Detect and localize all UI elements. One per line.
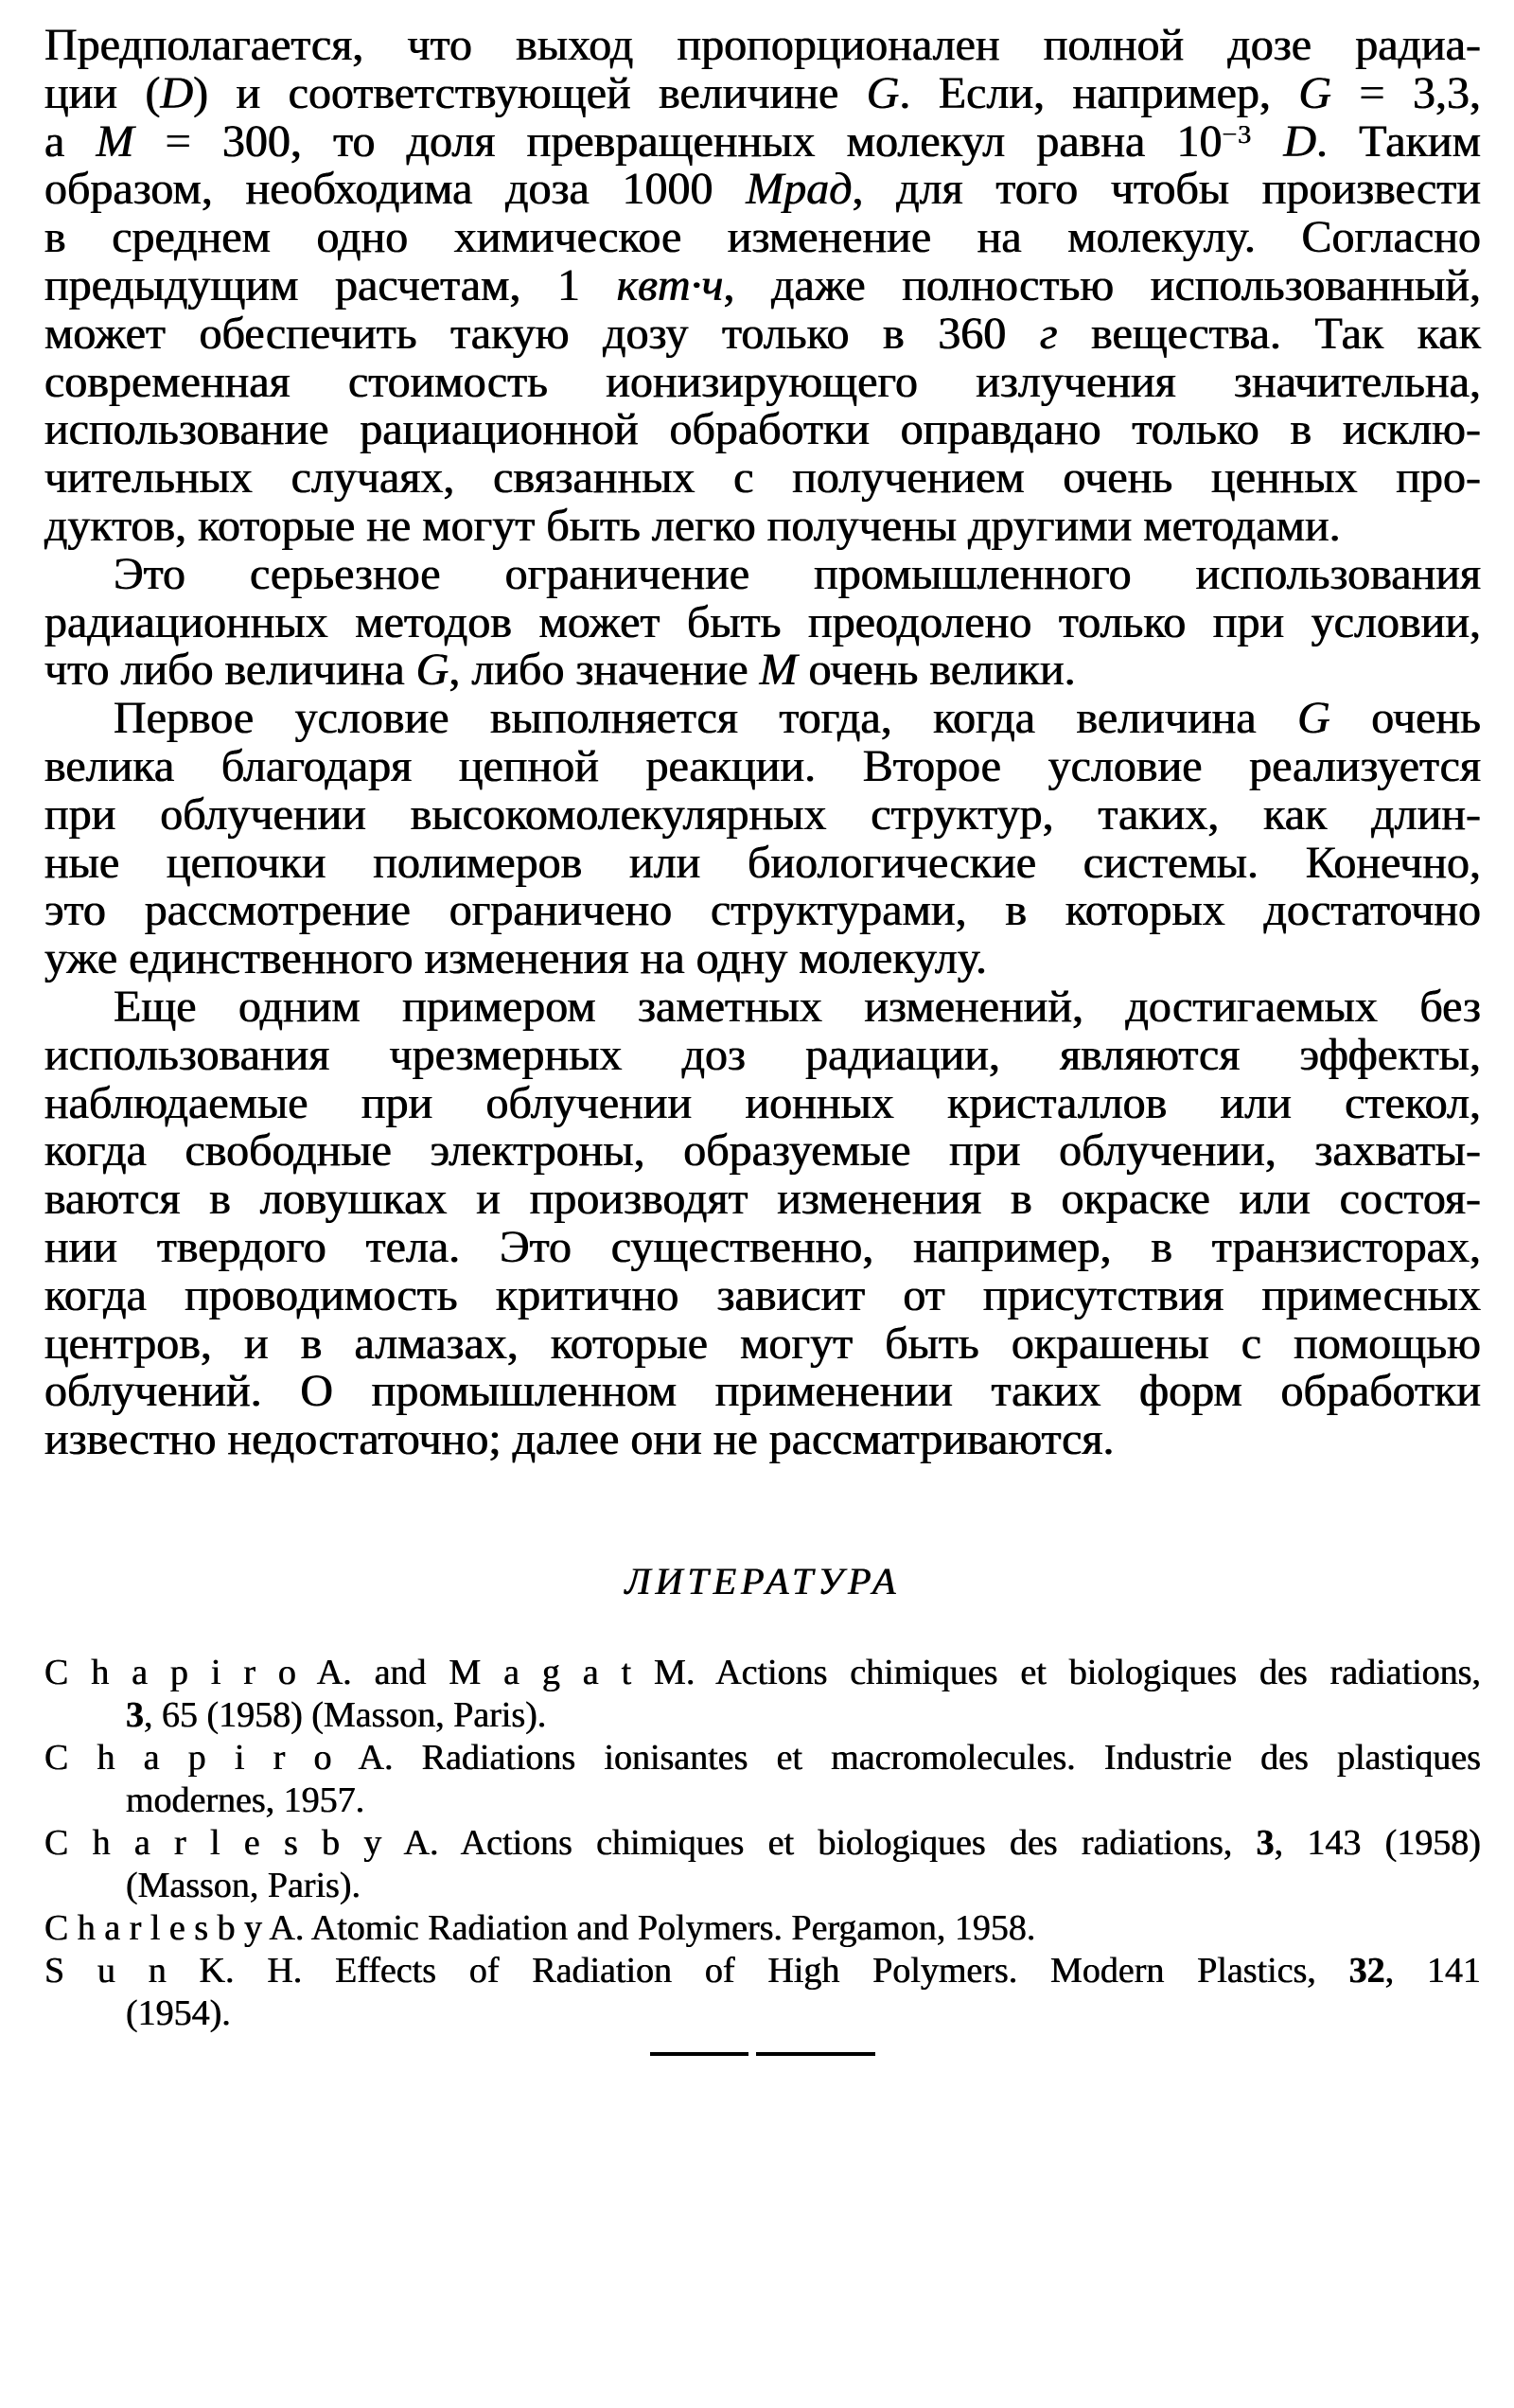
text-line: Еще одним примером заметных изменений, достигаемых без bbox=[114, 981, 1481, 1032]
text-line: когда проводимость критично зависит от присутствия примесных bbox=[44, 1269, 1481, 1320]
bibliography-line: 3, 65 (1958) (Masson, Paris). bbox=[126, 1694, 547, 1735]
paragraph bbox=[44, 22, 1481, 551]
text-line: ции (D) и соответствующей величине G. Если, например, G = 3,3, bbox=[44, 67, 1481, 118]
bibliography-line: C h a r l e s b y A. Actions chimiques et biologiques des radiations, 3, 143 (1958) bbox=[44, 1822, 1481, 1863]
text-line: использование рациационной обработки оправдано только в исклю- bbox=[44, 404, 1481, 455]
bibliography-entry bbox=[44, 1652, 1481, 1737]
paragraph bbox=[44, 695, 1481, 983]
text-line: Это серьезное ограничение промышленного использования bbox=[114, 548, 1481, 599]
text-line: радиационных методов может быть преодолено только при условии, bbox=[44, 596, 1481, 647]
bibliography-line: modernes, 1957. bbox=[126, 1779, 365, 1820]
literature-heading: ЛИТЕРАТУРА bbox=[625, 1559, 901, 1602]
bibliography-line: S u n K. H. Effects of Radiation of High Polymers. Modern Plastics, 32, 141 bbox=[44, 1950, 1481, 1991]
bibliography-entry bbox=[44, 1907, 1481, 1950]
text-line: велика благодаря цепной реакции. Второе условие реализуется bbox=[44, 740, 1481, 791]
bibliography-entry bbox=[44, 1822, 1481, 1907]
text-line: предыдущим расчетам, 1 квт·ч, даже полностью использованный, bbox=[44, 259, 1481, 310]
bibliography bbox=[44, 1652, 1481, 2035]
bibliography-line: (Masson, Paris). bbox=[126, 1865, 361, 1905]
text-line: нии твердого тела. Это существенно, например, в транзисторах, bbox=[44, 1221, 1481, 1272]
text-line: что либо величина G, либо значение М очень велики. bbox=[44, 645, 1076, 696]
text-line: при облучении высокомолекулярных структур, таких, как длин- bbox=[44, 788, 1481, 840]
divider-rule bbox=[650, 2052, 875, 2057]
bibliography-line: C h a r l e s b y A. Atomic Radiation and Polymers. Pergamon, 1958. bbox=[44, 1907, 1036, 1948]
text-line: современная стоимость ионизирующего излучения значительна, bbox=[44, 356, 1481, 407]
text-line: использования чрезмерных доз радиации, являются эффекты, bbox=[44, 1029, 1481, 1080]
text-line: это рассмотрение ограничено структурами, в которых достаточно bbox=[44, 885, 1481, 936]
divider-segment bbox=[650, 2052, 748, 2056]
bibliography-line: C h a p i r o A. Radiations ionisantes et macromolecules. Industrie des plastiques bbox=[44, 1737, 1481, 1778]
bibliography-line: C h a p i r o A. and M a g a t M. Actions chimiques et biologiques des radiations, bbox=[44, 1652, 1481, 1692]
text-line: ваются в ловушках и производят изменения в окраске или состоя- bbox=[44, 1174, 1481, 1225]
bibliography-entry bbox=[44, 1950, 1481, 2035]
text-line: может обеспечить такую дозу только в 360 г вещества. Так как bbox=[44, 308, 1482, 359]
text-line: Предполагается, что выход пропорционален полной дозе радиа- bbox=[44, 20, 1481, 70]
bibliography-entry bbox=[44, 1737, 1481, 1822]
text-line: в среднем одно химическое изменение на молекулу. Согласно bbox=[44, 212, 1481, 263]
text-line: Первое условие выполняется тогда, когда величина G очень bbox=[114, 693, 1482, 744]
text-line: уже единственного изменения на одну молекулу. bbox=[44, 933, 987, 984]
text-line: когда свободные электроны, образуемые при облучении, захваты- bbox=[44, 1125, 1481, 1177]
text-line: дуктов, которые не могут быть легко получены другими методами. bbox=[44, 500, 1341, 551]
text-line: облучений. О промышленном применении таких форм обработки bbox=[44, 1366, 1481, 1417]
bibliography-line: (1954). bbox=[126, 1992, 231, 2033]
text-line: а М = 300, то доля превращенных молекул равна $10^{-3}$ D. Таким bbox=[44, 115, 1482, 167]
paragraph bbox=[44, 548, 1481, 696]
paragraph bbox=[44, 983, 1481, 1464]
divider-segment bbox=[756, 2052, 875, 2056]
text-line: образом, необходима доза 1000 Мрад, для того чтобы произвести bbox=[44, 164, 1481, 215]
text-line: центров, и в алмазах, которые могут быть окрашены с помощью bbox=[44, 1318, 1481, 1369]
text-line: чительных случаях, связанных с получением очень ценных про- bbox=[44, 452, 1481, 504]
text-line: известно недостаточно; далее они не рассматриваются. bbox=[44, 1414, 1115, 1465]
text-line: ные цепочки полимеров или биологические системы. Конечно, bbox=[44, 837, 1481, 888]
main-text bbox=[44, 22, 1481, 1464]
text-line: наблюдаемые при облучении ионных кристаллов или стекол, bbox=[44, 1077, 1481, 1128]
